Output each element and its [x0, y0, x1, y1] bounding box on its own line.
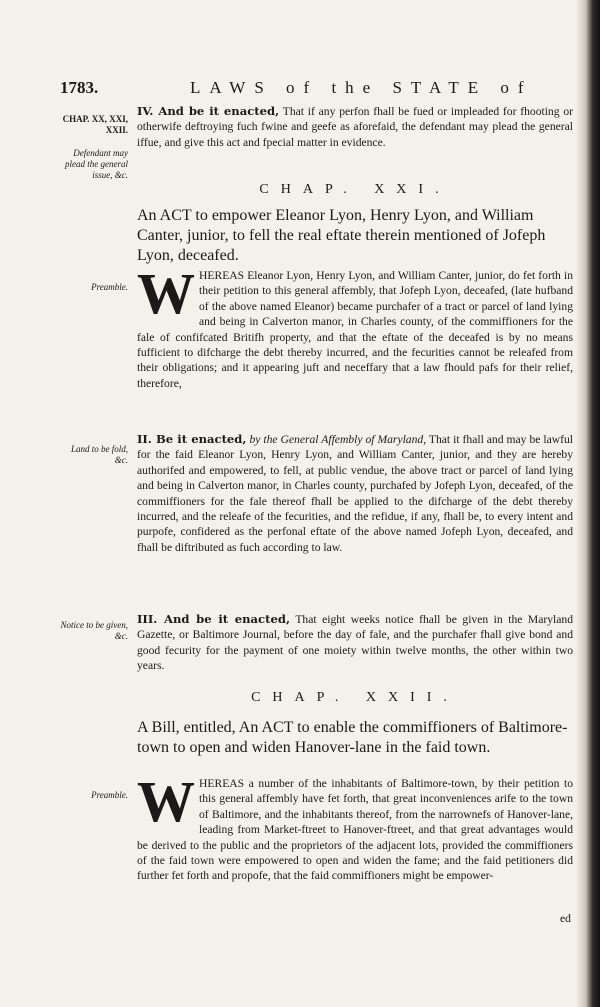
margin-chap-ref: CHAP. XX, XXI, XXII. — [62, 114, 128, 135]
chap-21-preamble-text: HEREAS Eleanor Lyon, Henry Lyon, and William Canter, junior, do fet forth in their petition to this general affembly, that Jofeph Lyon, deceafed, (late hufband of the above named Eleanor) became purchafer of a tract or parcel of land lying and being in Calverton manor, in Charles county, of the commiffioners for the fale of confifcated Britifh property, and that the eftate of the deceafed is by no means fufficient to difcharge the debt thereby incurred, and the fecurities cannot be releafed from their obligations; and it appearing juft and neceffary that a law fhould pafs for their relief, therefore, — [137, 269, 573, 390]
section-ii-body: That it fhall and may be lawful for the faid Eleanor Lyon, Henry Lyon, and William Canter, junior, and they are hereby authorifed and empowered, to fell, at public vendue, the above tract or parcel of land lying and being in Calverton manor, in Charles county, purchafed by Jofeph Lyon, deceafed, of the commiffioners for the fale thereof fhall be applied to the difcharge of the debt thereby incurred, and the releafe of the fecurities, and the refidue, if any, fhall be, to every intent and purpofe, confidered as the perfonal eftate of the above named Jofeph Lyon, deceafed, and fhall be diftributed as fuch according to law. — [137, 433, 573, 554]
section-iii-body: That eight weeks notice fhall be given in the Maryland Gazette, or Baltimore Journal, before the day of fale, and the purchafer fhall give bond and good fecurity for the payment of one moiety within twelve months, the other within two years. — [137, 613, 573, 673]
chap-22-heading: CHAP. XXII. — [251, 690, 459, 705]
chap-22-preamble — [137, 769, 573, 884]
margin-preamble-1: Preamble. — [91, 282, 128, 292]
catchword: ed — [560, 912, 571, 925]
margin-defendant: Defendant may plead the general issue, &c. — [65, 148, 128, 180]
margin-preamble-2: Preamble. — [91, 790, 128, 800]
chap-21-heading: CHAP. XXI. — [259, 182, 451, 197]
section-iv-lead: IV. And be it enacted, — [137, 104, 280, 118]
section-iv-body: That if any perfon fhall be fued or impleaded for fhooting or otherwife deftroying fuch fwine and geefe as aforefaid, the defendant may plead the general iffue, and give this act and fpecial matter in evidence. — [137, 105, 573, 149]
section-ii-lead: II. Be it enacted, — [137, 432, 247, 446]
page-header — [60, 78, 580, 100]
chap-21-section-ii — [137, 432, 573, 555]
chap-22-preamble-text: HEREAS a number of the inhabitants of Baltimore-town, by their petition to this general affembly have fet forth, that great inconveniences arife to the town of Baltimore, and the inhabitants thereof, from the narrownefs of Hanover-lane, leading from Market-ftreet to Hanover-ftreet, and that great advantages would be derived to the public and the proprietors of the adjacent lots, provided the commiffioners of the faid town were empowered to open and widen the fame; and the faid petitioners did further fet forth and propofe, that the faid commiffioners might be empower- — [137, 777, 573, 883]
dropcap-w-2: W — [137, 769, 195, 834]
dropcap-w: W — [137, 261, 195, 326]
section-iii-lead: III. And be it enacted, — [137, 612, 290, 626]
margin-land: Land to be fold, &c. — [70, 444, 128, 465]
section-iv — [137, 104, 573, 150]
page-year: 1783. — [60, 78, 99, 97]
section-ii-italic: by the General Affembly of Maryland, — [246, 433, 427, 446]
chap-22-title: A Bill, entitled, An ACT to enable the commiffioners of Baltimore-town to open and widen Hanover-lane in the faid town. — [137, 719, 568, 756]
page-edge-shadow — [576, 0, 600, 1007]
chap-21-title: An ACT to empower Eleanor Lyon, Henry Lyon, and William Canter, junior, to fell the real eftate therein mentioned of Jofeph Lyon, deceafed. — [137, 207, 546, 264]
chap-21-section-iii — [137, 612, 573, 674]
running-title: LAWS of the STATE of — [190, 78, 533, 97]
margin-notice: Notice to be given, &c. — [60, 620, 128, 641]
chap-21-preamble — [137, 261, 573, 391]
